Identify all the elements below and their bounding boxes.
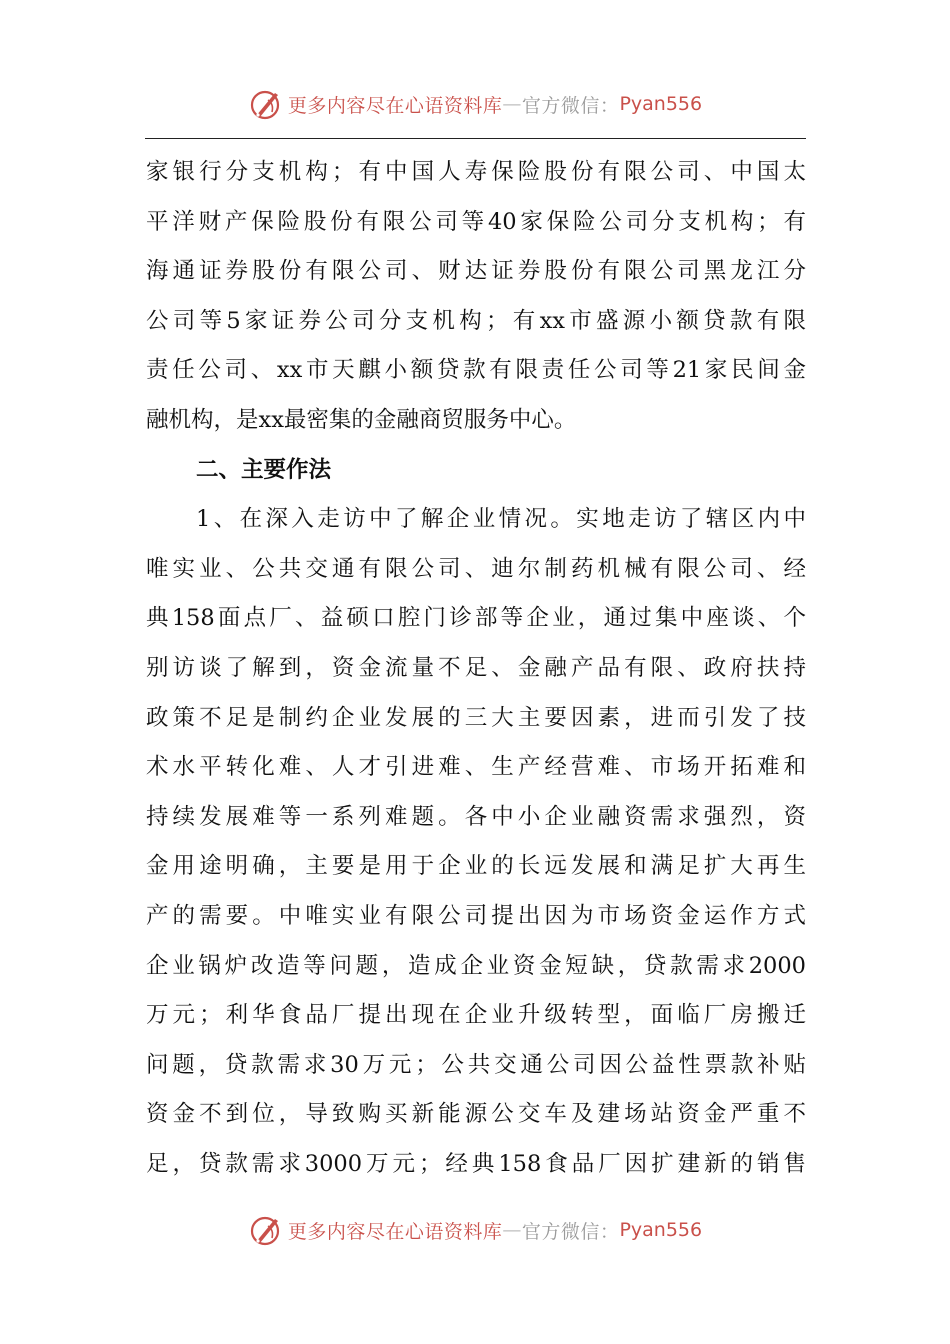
watermark-separator: — — [502, 1219, 522, 1241]
text-line: 1、在深入走访中了解企业情况。实地走访了辖区内中 — [196, 506, 806, 533]
text-line: 金用途明确，主要是用于企业的长远发展和满足扩大再生 — [146, 853, 806, 880]
text-line: 资金不到位，导致购买新能源公交车及建场站资金严重不 — [146, 1101, 806, 1128]
watermark-separator: — — [502, 93, 522, 115]
watermark-text: 更多内容尽在心语资料库 — [287, 1220, 503, 1243]
text-line: 问题，贷款需求30万元；公共交通公司因公益性票款补贴 — [146, 1051, 806, 1078]
text-line: 家银行分支机构；有中国人寿保险股份有限公司、中国太 — [146, 159, 806, 185]
quill-logo-icon — [248, 1212, 284, 1248]
header-watermark — [0, 84, 950, 124]
text-line: 唯实业、公共交通有限公司、迪尔制药机械有限公司、经 — [146, 555, 806, 582]
text-line: 足，贷款需求3000万元；经典158食品厂因扩建新的销售 — [146, 1150, 806, 1177]
header-divider — [145, 138, 806, 139]
watermark-label: 官方微信： — [521, 94, 620, 117]
text-line: 平洋财产保险股份有限公司等40家保险公司分支机构；有 — [146, 208, 806, 235]
watermark-id: Pyan556 — [619, 93, 703, 115]
text-line: 持续发展难等一系列难题。各中小企业融资需求强烈，资 — [146, 803, 806, 830]
section-heading: 二、主要作法 — [196, 456, 332, 483]
text-line: 责任公司、xx市天麒小额贷款有限责任公司等21家民间金 — [146, 357, 806, 384]
text-line: 术水平转化难、人才引进难、生产经营难、市场开拓难和 — [146, 754, 806, 781]
text-line: 产的需要。中唯实业有限公司提出因为市场资金运作方式 — [146, 902, 806, 929]
text-line: 企业锅炉改造等问题，造成企业资金短缺，贷款需求2000 — [146, 952, 806, 979]
text-line: 别访谈了解到，资金流量不足、金融产品有限、政府扶持 — [146, 654, 806, 681]
footer-watermark — [0, 1210, 950, 1250]
watermark-text: 更多内容尽在心语资料库 — [287, 94, 503, 117]
text-line: 公司等5家证券公司分支机构；有xx市盛源小额贷款有限 — [146, 307, 806, 334]
watermark-label: 官方微信： — [521, 1220, 620, 1243]
document-body — [146, 148, 806, 1189]
text-line: 典158面点厂、益硕口腔门诊部等企业，通过集中座谈、个 — [146, 605, 806, 632]
text-line: 融机构，是xx最密集的金融商贸服务中心。 — [146, 406, 577, 433]
quill-logo-icon — [248, 86, 284, 122]
text-line: 海通证券股份有限公司、财达证券股份有限公司黑龙江分 — [146, 258, 806, 285]
text-line: 政策不足是制约企业发展的三大主要因素，进而引发了技 — [146, 704, 806, 731]
watermark-id: Pyan556 — [619, 1219, 703, 1241]
text-line: 万元；利华食品厂提出现在企业升级转型，面临厂房搬迁 — [146, 1002, 806, 1029]
